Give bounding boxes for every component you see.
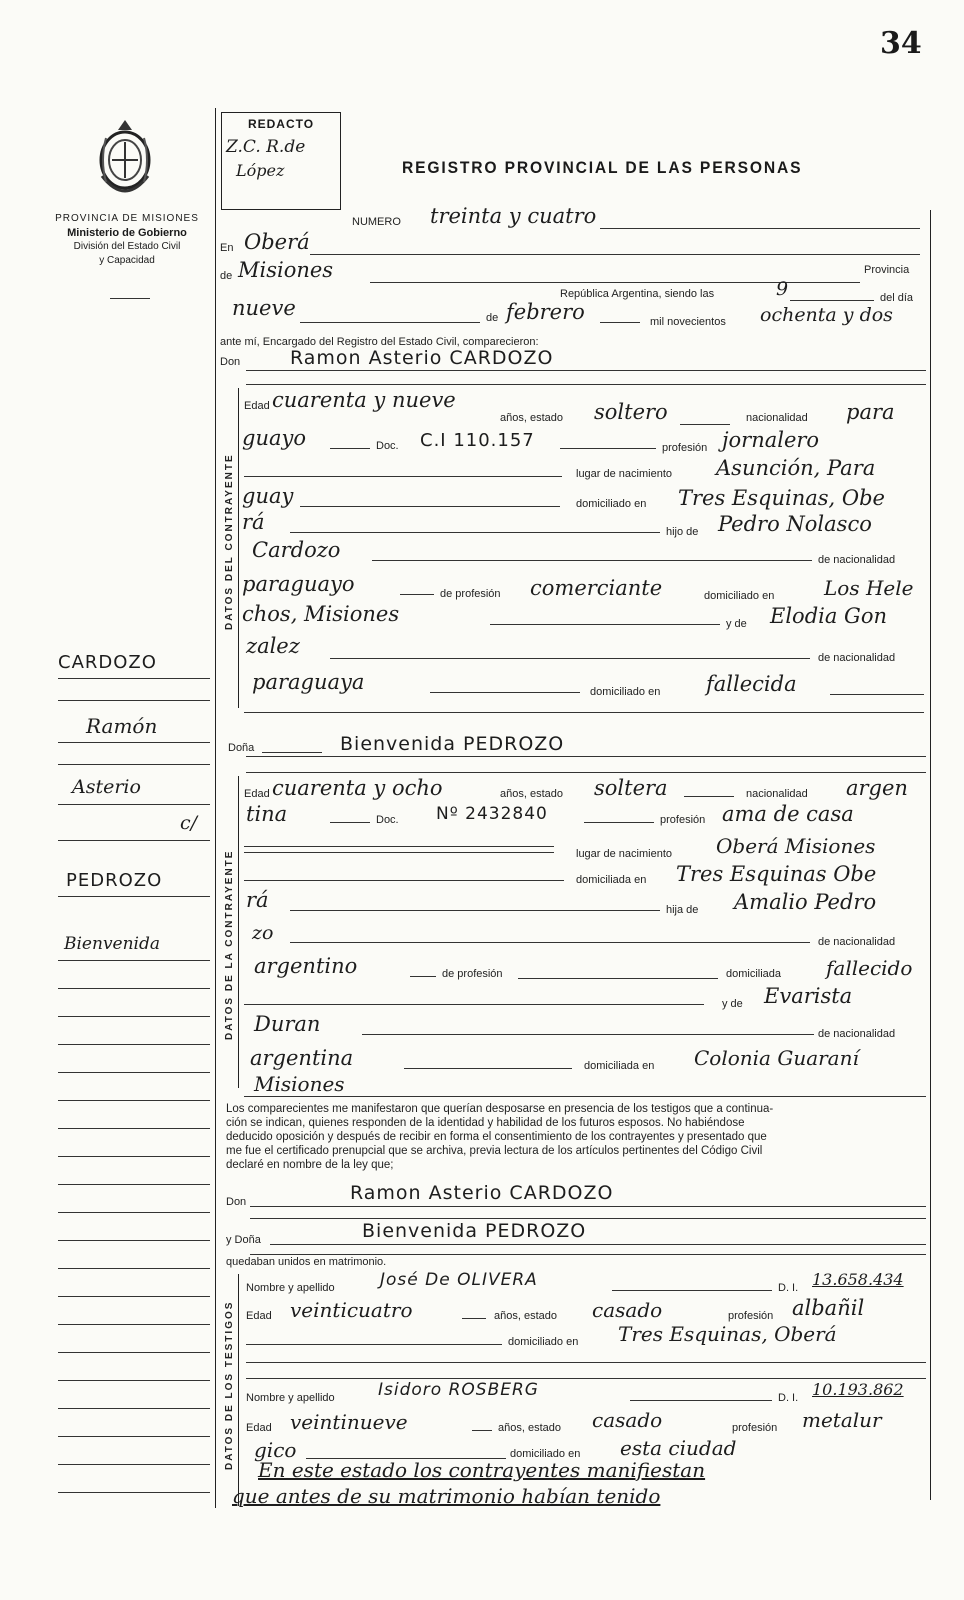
t2-estado-value: casado	[592, 1408, 663, 1432]
doc-label-2: Doc.	[376, 814, 399, 826]
t1-anios-label: años, estado	[494, 1310, 557, 1322]
margin-segundo-nombre: Asterio	[72, 776, 141, 798]
edad-value: cuarenta y nueve	[272, 388, 456, 412]
de-profesion-label: de profesión	[440, 588, 501, 600]
padre-nacionalidad-value: paraguayo	[242, 572, 355, 596]
t1-domicilio-label: domiciliado en	[508, 1336, 579, 1348]
t2-anios-label: años, estado	[498, 1422, 561, 1434]
madre-domicilio-label: domiciliado en	[590, 686, 661, 698]
de-profesion-label-2: de profesión	[442, 968, 503, 980]
t2-edad-value: veintinueve	[290, 1410, 408, 1434]
page-title: REGISTRO PROVINCIAL DE LAS PERSONAS	[402, 158, 803, 177]
nota-line-2: que antes de su matrimonio habían tenido	[232, 1484, 661, 1508]
lugar-nacimiento-label: lugar de nacimiento	[576, 468, 673, 480]
y-de-label: y de	[726, 618, 747, 630]
de-label: de	[220, 270, 233, 282]
t2-nombre-value: Isidoro ROSBERG	[378, 1380, 539, 1400]
t1-estado-value: casado	[592, 1298, 663, 1322]
t2-profesion-value-1: metalur	[802, 1408, 882, 1432]
domicilio-value-2: rá	[242, 510, 265, 534]
padre-value-4: zo	[252, 922, 274, 944]
padre-domicilio-value-1: Los Hele	[824, 576, 914, 600]
domicilio-label: domiciliado en	[576, 498, 647, 510]
de-nacionalidad-label-3: de nacionalidad	[818, 936, 896, 948]
nacionalidad-label-2: nacionalidad	[746, 788, 808, 800]
org-division: División del Estado Civil	[73, 241, 181, 252]
madre-domicilio-value: fallecida	[706, 672, 797, 696]
mil-label: mil novecientos	[650, 316, 726, 328]
doc-value: C.I 110.157	[420, 430, 535, 451]
provincia-value: Misiones	[238, 258, 334, 282]
t1-profesion-value: albañil	[792, 1296, 865, 1320]
t1-di-label: D. I.	[778, 1282, 799, 1294]
padre-nacionalidad-value-2: argentino	[254, 954, 358, 978]
domiciliado-en-label: domiciliado en	[704, 590, 775, 602]
contrayente-side-label: DATOS DEL CONTRAYENTE	[224, 453, 235, 630]
hora-value: 9	[776, 278, 789, 300]
profesion-label-2: profesión	[660, 814, 706, 826]
margin-apellido: CARDOZO	[58, 652, 157, 673]
madre-domicilio-value-3: Misiones	[254, 1072, 345, 1096]
t2-profesion-label: profesión	[732, 1422, 778, 1434]
testigos-side-label: DATOS DE LOS TESTIGOS	[224, 1300, 235, 1470]
domicilio-label-2: domiciliada en	[576, 874, 647, 886]
domicilio-value-4: rá	[246, 888, 269, 912]
anios-label-2: años, estado	[500, 788, 563, 800]
lugar-nacimiento-value-3: Oberá Misiones	[716, 834, 876, 858]
dona-label: Doña	[228, 742, 255, 754]
republica-label: República Argentina, siendo las	[560, 288, 715, 300]
padre-profesion-value: comerciante	[530, 576, 663, 600]
declaracion-line-1: Los comparecientes me manifestaron que querían desposarse en presencia de los testigos que a continua-	[226, 1103, 774, 1115]
ante-text: ante mí, Encargado del Registro del Estado Civil, comparecieron:	[220, 336, 539, 348]
declaracion-don-label: Don	[226, 1196, 247, 1208]
de-mes-label: de	[486, 312, 499, 324]
nota-line-1: En este estado los contrayentes manifiestan	[258, 1458, 706, 1482]
t1-nombre-value: José De OLIVERA	[380, 1270, 538, 1290]
anio-value: ochenta y dos	[760, 304, 893, 326]
provincia-label: Provincia	[864, 264, 910, 276]
madre-value-3: Evarista	[764, 984, 853, 1008]
t2-domicilio-label: domiciliado en	[510, 1448, 581, 1460]
declaracion-dona-value: Bienvenida PEDROZO	[362, 1220, 587, 1242]
doc-value-2: Nº 2432840	[436, 804, 548, 824]
declaracion-line-2: ción se indican, quienes responden de la identidad y habilidad de los futuros esposos. No habiéndose	[226, 1117, 745, 1129]
nacionalidad-value-1: para	[846, 400, 895, 424]
t1-di-value: 13.658.434	[812, 1270, 904, 1289]
padre-value-1: Pedro Nolasco	[718, 512, 872, 536]
t2-domicilio-value: esta ciudad	[620, 1436, 737, 1460]
hija-de-label: hija de	[666, 904, 699, 916]
t2-di-label: D. I.	[778, 1392, 799, 1404]
t2-edad-label: Edad	[246, 1422, 272, 1434]
declaracion-line-5: declaré en nombre de la ley que;	[226, 1159, 394, 1171]
contrayenta-side-label: DATOS DE LA CONTRAYENTE	[224, 849, 235, 1040]
lugar-nacimiento-label-2: lugar de nacimiento	[576, 848, 673, 860]
org-province: PROVINCIA DE MISIONES	[55, 213, 199, 224]
margin-nombre: Ramón	[86, 714, 158, 738]
lugar-value: Oberá	[244, 230, 310, 254]
y-de-label-2: y de	[722, 998, 743, 1010]
t1-edad-label: Edad	[246, 1310, 272, 1322]
profesion-value-2: ama de casa	[722, 802, 854, 826]
t1-nombre-label: Nombre y apellido	[246, 1282, 335, 1294]
mes-value: febrero	[506, 300, 585, 324]
domiciliada-label: domiciliada	[726, 968, 782, 980]
t1-profesion-label: profesión	[728, 1310, 774, 1322]
don-label: Don	[220, 356, 241, 368]
redacto-box	[221, 112, 341, 210]
madre-value-1: Elodia Gon	[770, 604, 887, 628]
edad-label-2: Edad	[244, 788, 270, 800]
don-value: Ramon Asterio CARDOZO	[290, 347, 554, 369]
page-number: 34	[880, 26, 922, 61]
dona-value: Bienvenida PEDROZO	[340, 733, 565, 755]
t1-domicilio-value: Tres Esquinas, Oberá	[618, 1322, 837, 1346]
coat-of-arms-icon	[92, 116, 158, 202]
profesion-label: profesión	[662, 442, 708, 454]
domicilio-value-3: Tres Esquinas Obe	[676, 862, 877, 886]
dia-value: nueve	[232, 296, 296, 320]
margin-apellido-2: PEDROZO	[66, 870, 163, 891]
redacto-label: REDACTO	[247, 117, 315, 131]
madre-value-2: zalez	[246, 634, 300, 658]
padre-domicilio-value-3: fallecido	[826, 956, 913, 980]
de-nacionalidad-label: de nacionalidad	[818, 554, 896, 566]
org-ministry: Ministerio de Gobierno	[67, 227, 187, 239]
profesion-value: jornalero	[722, 428, 820, 452]
anios-label: años, estado	[500, 412, 563, 424]
de-nacionalidad-label-4: de nacionalidad	[818, 1028, 896, 1040]
declaracion-dona-label: y Doña	[226, 1234, 261, 1246]
nacionalidad-value-4: tina	[246, 802, 288, 826]
redacto-handwriting-1: Z.C. R.de	[226, 137, 306, 157]
hijo-de-label: hijo de	[666, 526, 699, 538]
padre-value-2: Cardozo	[252, 538, 341, 562]
nacionalidad-value-2: guayo	[242, 426, 306, 450]
declaracion-line-4: me fue el certificado prenupcial que se archiva, previa lectura de los artículos pertinentes del Código Civil	[226, 1145, 763, 1157]
doc-label: Doc.	[376, 440, 399, 452]
madre-nacionalidad-value: paraguaya	[252, 670, 365, 694]
lugar-nacimiento-value-2: guay	[242, 484, 294, 508]
de-nacionalidad-label-2: de nacionalidad	[818, 652, 896, 664]
en-label: En	[220, 242, 234, 254]
unidos-text: quedaban unidos en matrimonio.	[226, 1256, 387, 1268]
margin-con: c/	[180, 812, 198, 834]
padre-value-3: Amalio Pedro	[734, 890, 877, 914]
nacionalidad-value-3: argen	[846, 776, 908, 800]
madre-value-4: Duran	[254, 1012, 321, 1036]
org-capacity: y Capacidad	[99, 255, 155, 266]
t2-nombre-label: Nombre y apellido	[246, 1392, 335, 1404]
estado-value-2: soltera	[594, 776, 668, 800]
t1-edad-value: veinticuatro	[290, 1298, 413, 1322]
margin-nombre-2: Bienvenida	[64, 934, 161, 954]
t2-di-value: 10.193.862	[812, 1380, 904, 1399]
lugar-nacimiento-value-1: Asunción, Para	[716, 456, 876, 480]
edad-value-2: cuarenta y ocho	[272, 776, 443, 800]
redacto-handwriting-2: López	[236, 161, 285, 180]
madre-domicilio-value-2: Colonia Guaraní	[694, 1046, 859, 1070]
edad-label: Edad	[244, 400, 270, 412]
numero-label: NUMERO	[352, 216, 401, 228]
madre-domicilio-label-2: domiciliada en	[584, 1060, 655, 1072]
declaracion-don-value: Ramon Asterio CARDOZO	[350, 1182, 614, 1204]
del-dia-label: del día	[880, 292, 914, 304]
padre-domicilio-value-2: chos, Misiones	[242, 602, 400, 626]
declaracion-line-3: deducido oposición y después de recibir en forma el consentimiento de los contrayentes y presentado que	[226, 1131, 767, 1143]
madre-nacionalidad-value-2: argentina	[250, 1046, 354, 1070]
nacionalidad-label: nacionalidad	[746, 412, 808, 424]
numero-value: treinta y cuatro	[430, 204, 597, 228]
t2-profesion-value-2: gico	[254, 1438, 297, 1462]
domicilio-value-1: Tres Esquinas, Obe	[678, 486, 885, 510]
estado-value: soltero	[594, 400, 668, 424]
